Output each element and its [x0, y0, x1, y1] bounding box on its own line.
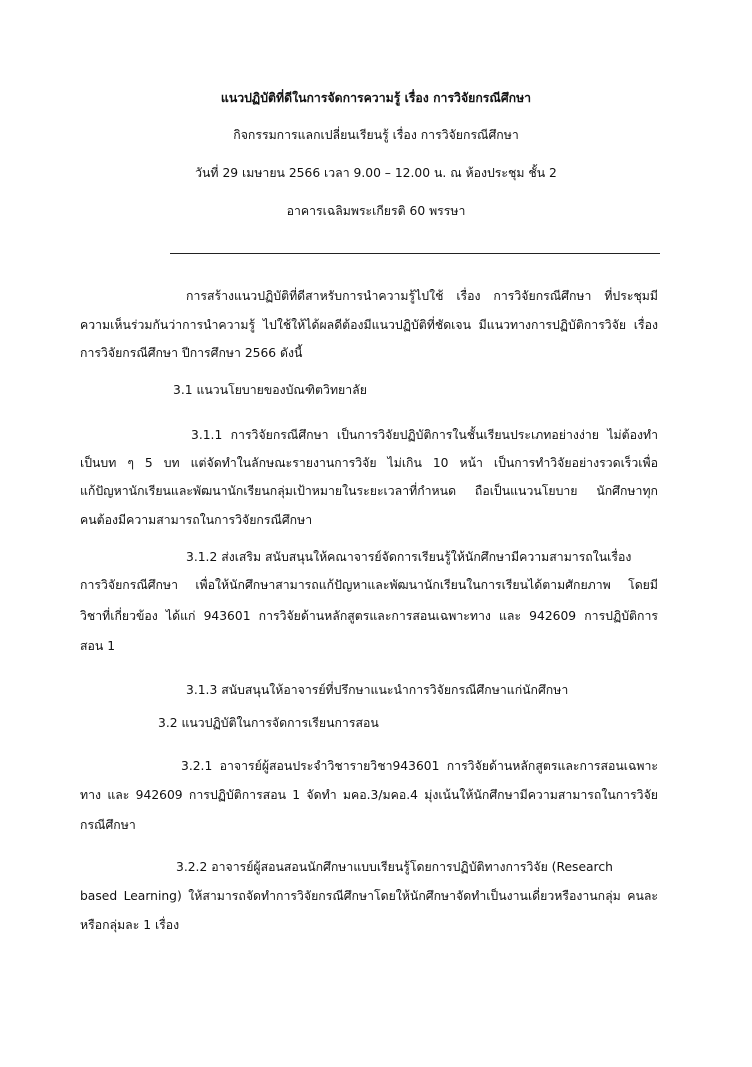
item-3-1-1-line-2: เป็นบท ๆ 5 บท แต่จัดทำในลักษณะรายงานการวิจัย ไม่เกิน 10 หน้า เป็นการทำวิจัยอย่างรวดเร็วเพื่อ — [80, 456, 658, 470]
item-3-2-2-line-3: หรือกลุ่มละ 1 เรื่อง — [80, 918, 180, 932]
item-3-2-2-line-2: based Learning) ให้สามารถจัดทำการวิจัยกรณีศึกษาโดยให้นักศึกษาจัดทำเป็นงานเดี่ยวหรืองานกลุ่ม คนละ — [80, 889, 658, 903]
section-3-2-heading: 3.2 แนวปฏิบัติในการจัดการเรียนการสอน — [158, 716, 379, 730]
header-divider — [170, 253, 660, 254]
item-3-2-1-line-2: ทาง และ 942609 การปฏิบัติการสอน 1 จัดทำ มคอ.3/มคอ.4 มุ่งเน้นให้นักศึกษามีความสามารถในการวิจัย — [80, 788, 658, 802]
item-3-1-1-line-1: 3.1.1 การวิจัยกรณีศึกษา เป็นการวิจัยปฏิบัติการในชั้นเรียนประเภทอย่างง่าย ไม่ต้องทำ — [191, 428, 658, 442]
item-3-1-2-line-1: 3.1.2 ส่งเสริม สนับสนุนให้คณาจารย์จัดการเรียนรู้ให้นักศึกษามีความสามารถในเรื่อง — [186, 550, 632, 564]
section-3-1-heading: 3.1 แนวนโยบายของบัณฑิตวิทยาลัย — [173, 383, 367, 397]
item-3-2-2-line-1: 3.2.2 อาจารย์ผู้สอนสอนนักศึกษาแบบเรียนรู้โดยการปฏิบัติทางการวิจัย (Research — [176, 860, 613, 874]
item-3-1-1-line-3: แก้ปัญหานักเรียนและพัฒนานักเรียนกลุ่มเป้าหมายในระยะเวลาที่กำหนด ถือเป็นแนวนโยบาย นักศึกษาทุก — [80, 484, 658, 498]
item-3-1-2-line-4: สอน 1 — [80, 639, 116, 653]
intro-line-3: การวิจัยกรณีศึกษา ปีการศึกษา 2566 ดังนี้ — [80, 346, 303, 360]
intro-line-2: ความเห็นร่วมกันว่าการนำความรู้ ไปใช้ให้ได้ผลดีต้องมีแนวปฏิบัติที่ชัดเจน มีแนวทางการปฏิบัติการวิจัย เรื่อง — [80, 318, 658, 332]
item-3-1-2-line-3: วิชาที่เกี่ยวข้อง ได้แก่ 943601 การวิจัยด้านหลักสูตรและการสอนเฉพาะทาง และ 942609 การปฏิบัติการ — [80, 609, 658, 623]
item-3-1-1-line-4: คนต้องมีความสามารถในการวิจัยกรณีศึกษา — [80, 513, 313, 527]
item-3-2-1-line-1: 3.2.1 อาจารย์ผู้สอนประจำวิชารายวิชา943601 การวิจัยด้านหลักสูตรและการสอนเฉพาะ — [181, 759, 658, 773]
item-3-1-2-line-2: การวิจัยกรณีศึกษา เพื่อให้นักศึกษาสามารถแก้ปัญหาและพัฒนานักเรียนในการเรียนได้ตามศักยภาพ โดยมี — [80, 578, 658, 592]
item-3-2-1-line-3: กรณีศึกษา — [80, 818, 136, 832]
item-3-1-3: 3.1.3 สนับสนุนให้อาจารย์ที่ปรึกษาแนะนำการวิจัยกรณีศึกษาแก่นักศึกษา — [186, 683, 569, 697]
document-subtitle: กิจกรรมการแลกเปลี่ยนเรียนรู้ เรื่อง การวิจัยกรณีศึกษา — [233, 128, 519, 142]
meeting-venue: อาคารเฉลิมพระเกียรติ 60 พรรษา — [286, 204, 466, 218]
meeting-date-line: วันที่ 29 เมษายน 2566 เวลา 9.00 – 12.00 น. ณ ห้องประชุม ชั้น 2 — [195, 166, 557, 180]
document-title: แนวปฏิบัติที่ดีในการจัดการความรู้ เรื่อง การวิจัยกรณีศึกษา — [220, 91, 532, 105]
intro-line-1: การสร้างแนวปฏิบัติที่ดีสาหรับการนำความรู้ไปใช้ เรื่อง การวิจัยกรณีศึกษา ที่ประชุมมี — [186, 289, 658, 303]
